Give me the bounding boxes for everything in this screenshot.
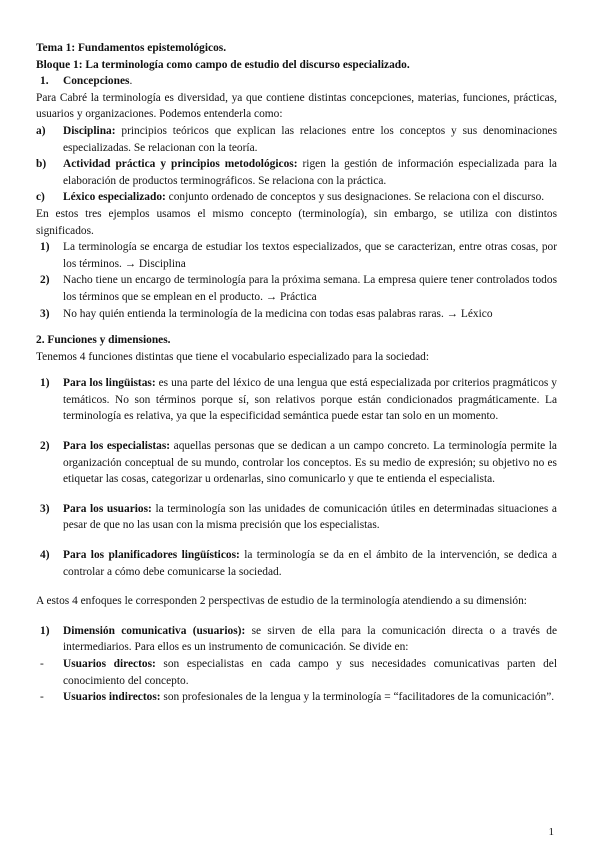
concept-label-b: b) (36, 158, 47, 171)
page-number: 1 (548, 826, 554, 838)
function-term-3: Para los usuarios: (63, 502, 152, 515)
function-text-1: es una parte del léxico de una lengua que está especializada por criterios pragmáticos y temáticos. No son términos porque sí, son relativos porque están condicionados pragmáticamente. La terminología es relativa, ya que la especificidad semántica puede estar tan solo en un momento. (63, 377, 557, 423)
function-item-4 (36, 547, 557, 580)
example-item-2 (36, 272, 557, 305)
dash-bullet: - (40, 691, 44, 704)
users-item-indirect (36, 689, 557, 706)
section-1-intro: Para Cabré la terminología es diversidad, ya que contiene distintas concepciones, materias, funciones, prácticas, usuarios y organizaciones. Podemos entenderla como: (36, 91, 557, 121)
concept-text-c: conjunto ordenado de conceptos y sus designaciones. Se relaciona con el discurso. (165, 191, 545, 204)
function-item-3 (36, 501, 557, 534)
concept-term-a: Disciplina: (63, 124, 116, 137)
users-text-indirect: son profesionales de la lengua y la terminología = “facilitadores de la comunicación”. (160, 691, 555, 704)
users-term-indirect: Usuarios indirectos: (63, 691, 161, 704)
spacer (36, 425, 557, 438)
document-page (36, 40, 557, 706)
function-label-4: 4) (40, 549, 50, 562)
function-item-2 (36, 438, 557, 488)
concept-label-c: c) (36, 191, 45, 204)
example-item-1 (36, 239, 557, 272)
function-label-2: 2) (40, 440, 50, 453)
dimension-term-1: Dimensión comunicativa (usuarios): (63, 624, 246, 637)
example-label-3: 3) (40, 307, 50, 320)
concept-text-a: principios teóricos que explican las relaciones entre los conceptos y sus denominaciones especializadas. Se relacionan con la teoría. (63, 124, 557, 154)
users-text-direct: son especialistas en cada campo y sus necesidades comunicativas parten del conocimiento del concepto. (63, 658, 558, 687)
section-1-title: Concepciones (63, 75, 130, 88)
function-item-1 (36, 375, 557, 425)
section-2-title: 2. Funciones y dimensiones. (36, 334, 171, 347)
function-label-3: 3) (40, 502, 50, 515)
function-text-4: la terminología se da en el ámbito de la intervención, se dedica a controlar a cómo debe comunicarse la sociedad. (63, 549, 557, 578)
example-label-1: 1) (40, 241, 50, 254)
spacer (36, 580, 557, 593)
perspectives-intro: A estos 4 enfoques le corresponden 2 perspectivas de estudio de la terminología atendiendo a su dimensión: (36, 595, 527, 608)
section-2-intro: Tenemos 4 funciones distintas que tiene el vocabulario especializado para la sociedad: (36, 350, 429, 363)
dash-bullet: - (40, 658, 44, 670)
concept-item-a (36, 123, 557, 156)
section-1-number: 1. (40, 75, 49, 88)
spacer (36, 365, 557, 375)
spacer (36, 488, 557, 501)
section-1-heading (36, 73, 557, 90)
function-term-2: Para los especialistas: (63, 440, 171, 453)
concept-label-a: a) (36, 124, 46, 137)
section-1-title-end: . (129, 75, 133, 88)
topic-title: Tema 1: Fundamentos epistemológicos. (36, 42, 227, 54)
concept-term-b: Actividad práctica y principios metodológicos: (63, 158, 298, 171)
dimension-label-1: 1) (40, 624, 50, 637)
example-text-1: La terminología se encarga de estudiar los textos especializados, que se caracterizan, entre otras cosas, por los términos. → Disciplina (63, 241, 557, 270)
concept-item-c (36, 189, 557, 206)
example-text-2: Nacho tiene un encargo de terminología para la próxima semana. La empresa quiere tener controlados todos los términos que se emplean en el producto. → Práctica (63, 274, 557, 303)
example-text-3: No hay quién entienda la terminología de la medicina con todas esas palabras raras. → Léxico (63, 307, 493, 320)
spacer (36, 534, 557, 547)
function-text-2: aquellas personas que se dedican a un campo concreto. La terminología permite la organización conceptual de su mundo, controlar los conceptos. Es su medio de expresión; su objetivo no es etiquetar las cosas, categorizar u ordenarlas, sino comunicarlo y que te entienda el especialista. (63, 440, 557, 486)
concept-item-b (36, 156, 557, 189)
block-title: Bloque 1: La terminología como campo de estudio del discurso especializado. (36, 58, 410, 71)
concept-text-b: rigen la gestión de información especializada para la elaboración de productos terminográficos. Se relaciona con la práctica. (63, 158, 557, 187)
spacer (36, 610, 557, 623)
example-label-2: 2) (40, 274, 50, 287)
users-item-direct (36, 656, 557, 689)
function-text-3: la terminología son las unidades de comunicación útiles en determinadas situaciones a pesar de que no las usan con la misma precisión que los especialistas. (63, 502, 557, 532)
function-term-4: Para los planificadores lingüísticos: (63, 549, 240, 562)
function-term-1: Para los lingüistas: (63, 377, 156, 390)
spacer (36, 322, 557, 332)
dimension-item-1 (36, 623, 557, 656)
examples-intro: En estos tres ejemplos usamos el mismo concepto (terminología), sin embargo, se utiliza con distintos significados. (36, 207, 557, 237)
concept-term-c: Léxico especializado: (63, 191, 166, 204)
dimension-text-1: se sirven de ella para la comunicación directa o a través de intermediarios. Para ellos es un instrumento de comunicación. Se divide en: (63, 624, 557, 654)
function-label-1: 1) (40, 377, 50, 390)
users-term-direct: Usuarios directos: (63, 658, 156, 670)
example-item-3 (36, 306, 557, 323)
